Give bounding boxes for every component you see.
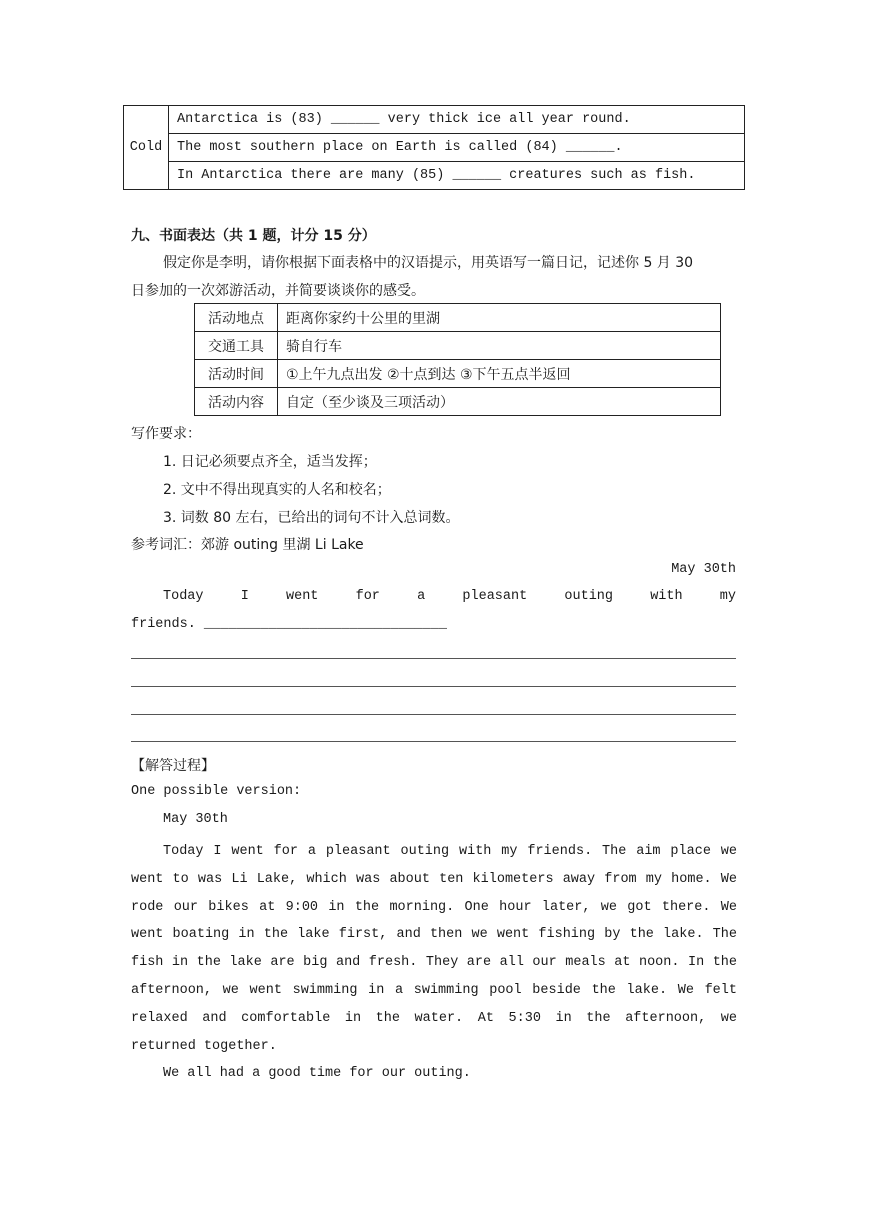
requirements-title: 写作要求： [131, 426, 201, 442]
letter-opening-end: friends. ______________________________ [131, 617, 447, 632]
section-title: 九、书面表达（共 1 题，计分 15 分） [131, 228, 376, 244]
activity-info-table [194, 303, 721, 416]
word: my [719, 589, 736, 604]
requirement-item: 3. 词数 80 左右，已给出的词句不计入总词数。 [163, 510, 460, 526]
word: with [650, 589, 683, 604]
info-key: 活动内容 [195, 388, 278, 416]
info-key: 活动地点 [195, 304, 278, 332]
info-value: ①上午九点出发 ②十点到达 ③下午五点半返回 [278, 360, 721, 388]
solution-intro: One possible version: [131, 784, 302, 799]
solution-closing: We all had a good time for our outing. [163, 1066, 471, 1082]
word: a [417, 589, 426, 604]
solution-body [131, 838, 737, 1088]
letter-opening-line [163, 589, 736, 604]
info-key: 交通工具 [195, 332, 278, 360]
vocab-hint: 参考词汇：郊游 outing 里湖 Li Lake [131, 537, 364, 553]
requirement-item: 1. 日记必须要点齐全，适当发挥； [163, 454, 377, 470]
solution-title: 【解答过程】 [131, 758, 215, 774]
answer-blank-line [131, 741, 736, 742]
info-key: 活动时间 [195, 360, 278, 388]
question-84: The most southern place on Earth is called (84) ______. [169, 134, 745, 162]
answer-blank-line [131, 714, 736, 715]
question-85: In Antarctica there are many (85) ______ creatures such as fish. [169, 162, 745, 190]
word: for [355, 589, 380, 604]
solution-date: May 30th [163, 812, 228, 827]
answer-blank-line [131, 686, 736, 687]
word: pleasant [462, 589, 528, 604]
question-83: Antarctica is (83) ______ very thick ice all year round. [169, 106, 745, 134]
prompt-line-1: 假定你是李明，请你根据下面表格中的汉语提示，用英语写一篇日记，记述你 5 月 30 [163, 255, 694, 271]
category-cell: Cold [124, 106, 169, 190]
prompt-line-2: 日参加的一次郊游活动，并简要谈谈你的感受。 [131, 283, 425, 299]
word: outing [564, 589, 613, 604]
info-value: 自定（至少谈及三项活动） [278, 388, 721, 416]
word: I [240, 589, 249, 604]
word: went [286, 589, 319, 604]
cold-question-table [123, 105, 745, 190]
info-value: 距离你家约十公里的里湖 [278, 304, 721, 332]
answer-blank-line [131, 658, 736, 659]
requirement-item: 2. 文中不得出现真实的人名和校名； [163, 482, 391, 498]
info-value: 骑自行车 [278, 332, 721, 360]
diary-date: May 30th [671, 562, 736, 577]
word: Today [163, 589, 204, 604]
solution-paragraph: Today I went for a pleasant outing with my friends. The aim place we went to was Li Lake, which was about ten kilometers away from my home. We rode our bikes at 9:00 in the morning. One hour later, we got there. We went boating in the lake first, and then we went fishing by the lake. The fish in the lake are big and fresh. They are all our meals at noon. In the afternoon, we went swimming in a swimming pool beside the lake. We felt relaxed and comfortable in the water. At 5:30 in the afternoon, we returned together. [131, 844, 737, 1054]
